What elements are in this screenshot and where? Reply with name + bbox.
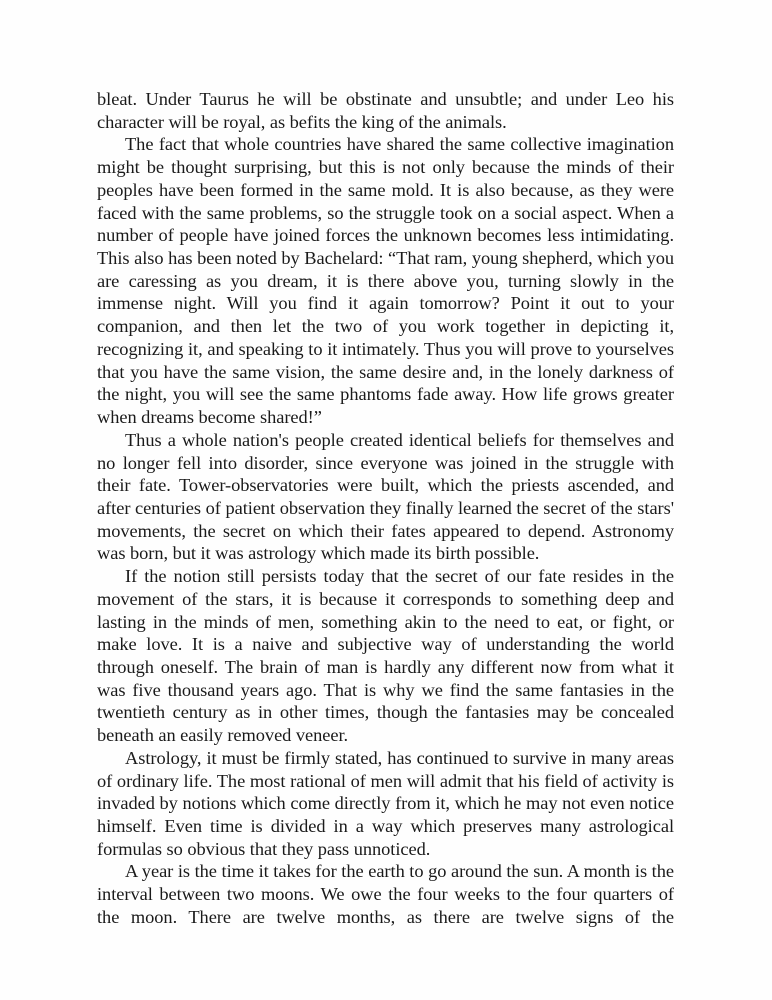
paragraph: The fact that whole countries have shared the same collective imagination might be thought surprising, but this is not only because the minds of their peoples have been formed in the same mold. It is also because, as they were faced with the same problems, so the struggle took on a social aspect. When a number of people have joined forces the unknown becomes less intimidating. This also has been noted by Bachelard: “That ram, young shepherd, which you are caressing as you dream, it is there above you, turning slowly in the immense night. Will you find it again tomorrow? Point it out to your companion, and then let the two of you work together in depicting it, recognizing it, and speaking to it intimately. Thus you will prove to yourselves that you have the same vision, the same desire and, in the lonely darkness of the night, you will see the same phantoms fade away. How life grows greater when dreams become shared!” (97, 134, 674, 428)
paragraph: Thus a whole nation's people created identical beliefs for themselves and no longer fell into disorder, since everyone was joined in the struggle with their fate. Tower-observatories were built, which the priests ascended, and after centuries of patient observation they finally learned the secret of the stars' movements, the secret on which their fates appeared to depend. Astronomy was born, but it was astrology which made its birth possible. (97, 429, 674, 564)
paragraph: A year is the time it takes for the earth to go around the sun. A month is the interval between two moons. We owe the four weeks to the four quarters of the moon. There are twelve months, as there are twelve signs of the (97, 861, 674, 927)
body-text (97, 88, 674, 929)
paragraph: Astrology, it must be firmly stated, has continued to survive in many areas of ordinary life. The most rational of men will admit that his field of activity is invaded by notions which come directly from it, which he may not even notice himself. Even time is divided in a way which preserves many astrological formulas so obvious that they pass unnoticed. (97, 747, 674, 859)
paragraph: bleat. Under Taurus he will be obstinate and unsubtle; and under Leo his character will be royal, as befits the king of the animals. (97, 89, 674, 132)
paragraph: If the notion still persists today that the secret of our fate resides in the movement of the stars, it is because it corresponds to something deep and lasting in the minds of men, something akin to the need to eat, or fight, or make love. It is a naive and subjective way of understanding the world through oneself. The brain of man is hardly any different now from what it was five thousand years ago. That is why we find the same fantasies in the twentieth century as in other times, though the fantasies may be concealed beneath an easily removed veneer. (97, 566, 674, 746)
